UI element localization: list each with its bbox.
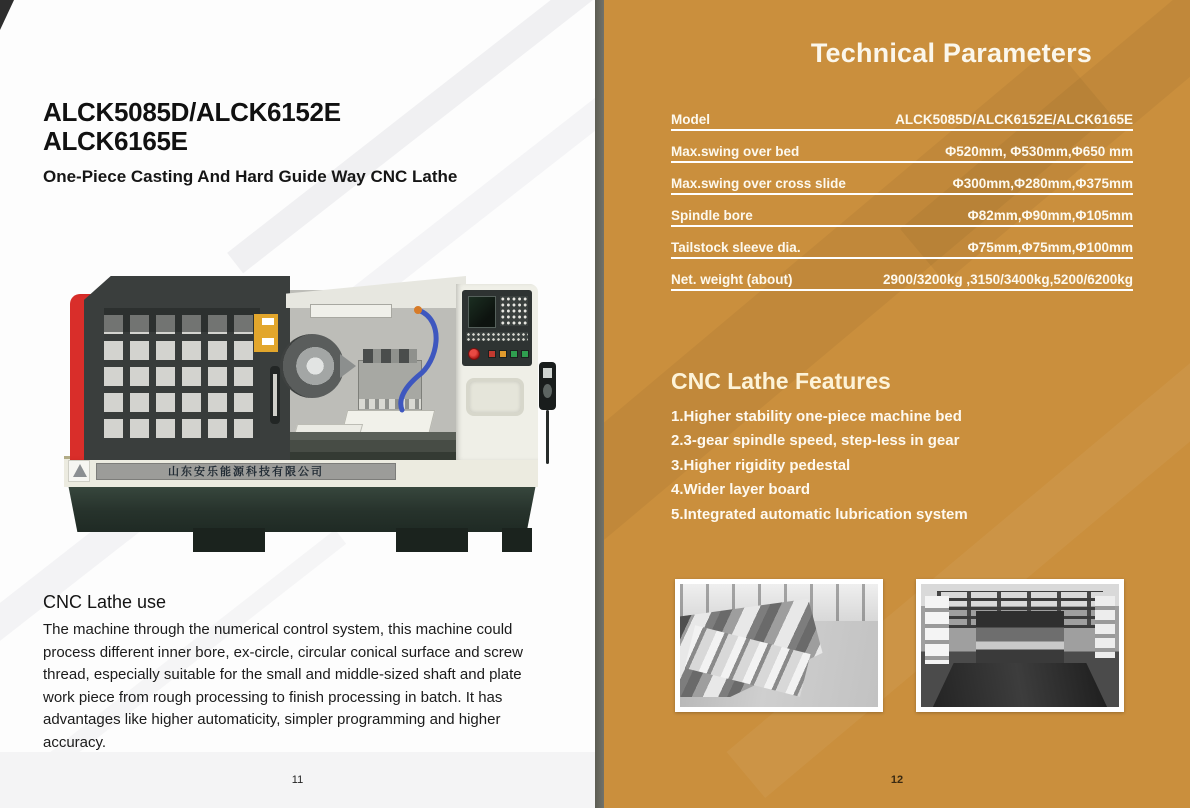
product-title-line2: ALCK6165E xyxy=(43,126,188,157)
spec-value: Φ75mm,Φ75mm,Φ100mm xyxy=(967,240,1133,255)
technical-parameters-title: Technical Parameters xyxy=(810,38,1092,68)
spec-value: 2900/3200kg ,3150/3400kg,5200/6200kg xyxy=(883,272,1133,287)
use-section xyxy=(43,592,543,754)
machine-foot xyxy=(502,528,532,552)
spec-label: Model xyxy=(671,112,710,127)
corner-triangle-decoration xyxy=(0,0,14,30)
cnc-keypad xyxy=(500,296,528,326)
machine-base xyxy=(68,484,536,532)
use-section-body: The machine through the numerical control system, this machine could process different inner bore, ex-circle, circular conical surface and screw thread, especially suitable for the small and middle-sized shaft and plate work piece from rough processing to finish processing in batch. It has advantages like higher automaticity, simpler programming and higher accuracy. xyxy=(43,621,523,751)
spec-value: ALCK5085D/ALCK6152E/ALCK6165E xyxy=(895,112,1133,127)
spec-value: Φ520mm, Φ530mm,Φ650 mm xyxy=(945,144,1133,159)
features-heading: CNC Lathe Features xyxy=(671,368,891,394)
product-subtitle: One-Piece Casting And Hard Guide Way CNC Lathe xyxy=(43,166,458,186)
coolant-hose xyxy=(376,304,456,416)
cnc-control-panel xyxy=(462,290,532,366)
cnc-screen xyxy=(468,296,496,328)
product-title xyxy=(43,98,563,157)
spec-row xyxy=(671,176,1133,195)
photo-floor xyxy=(933,663,1107,707)
machine-foot xyxy=(396,528,468,552)
cnc-softkey-row xyxy=(466,332,528,341)
brand-logo-icon xyxy=(68,460,90,482)
machine-nameplate: 山东安乐能源科技有限公司 xyxy=(96,463,396,480)
spec-table xyxy=(671,112,1133,304)
spec-value: Φ300mm,Φ280mm,Φ375mm xyxy=(952,176,1133,191)
chuck-center xyxy=(340,354,356,378)
spec-value: Φ82mm,Φ90mm,Φ105mm xyxy=(967,208,1133,223)
feature-item: 1.Higher stability one-piece machine bed xyxy=(671,408,962,425)
machine-window-grid xyxy=(104,308,260,438)
photo-window-right xyxy=(1095,596,1115,658)
photo-window-left xyxy=(925,596,949,664)
feature-item: 5.Integrated automatic lubrication system xyxy=(671,505,968,523)
feature-item: 2.3-gear spindle speed, step-less in gear xyxy=(671,432,960,450)
page-number-right: 12 xyxy=(890,774,904,786)
page-divider xyxy=(595,0,604,808)
spec-row xyxy=(671,208,1133,227)
cabinet-recess-panel xyxy=(466,378,524,416)
feature-item: 3.Higher rigidity pedestal xyxy=(671,456,851,474)
cnc-lathe-product-image xyxy=(58,270,558,558)
use-section-heading: CNC Lathe use xyxy=(43,592,167,612)
product-title-line1: ALCK5085D/ALCK6152E xyxy=(43,97,341,127)
handheld-pendant xyxy=(539,362,556,410)
features-section xyxy=(671,368,1151,527)
photo-gantry-machine xyxy=(976,611,1063,666)
product-header xyxy=(43,98,563,187)
factory-photo-workshop xyxy=(916,579,1124,712)
panel-button-red xyxy=(488,350,496,358)
door-handle xyxy=(270,366,280,424)
page-number-left: 11 xyxy=(291,774,304,786)
factory-photo-machine-beds xyxy=(675,579,883,712)
panel-button-green xyxy=(510,350,518,358)
machine-foot xyxy=(193,528,265,552)
spec-row xyxy=(671,112,1133,131)
spec-row xyxy=(671,272,1133,291)
logo-triangle-icon xyxy=(73,464,87,477)
spindle-chuck xyxy=(280,334,344,398)
machine-bed xyxy=(290,432,458,460)
spec-label: Tailstock sleeve dia. xyxy=(671,240,801,255)
panel-button-green xyxy=(521,350,529,358)
spec-row xyxy=(671,240,1133,259)
spec-label: Net. weight (about) xyxy=(671,272,793,287)
spec-row xyxy=(671,144,1133,163)
right-page xyxy=(604,0,1190,808)
factory-photos xyxy=(675,579,1135,712)
warning-sticker xyxy=(254,314,278,352)
panel-button-yellow xyxy=(499,350,507,358)
emergency-stop-button xyxy=(468,348,480,360)
pendant-cable xyxy=(546,410,549,464)
spec-label: Max.swing over bed xyxy=(671,144,800,159)
feature-item: 4.Wider layer board xyxy=(671,481,811,499)
spec-label: Max.swing over cross slide xyxy=(671,176,846,191)
spec-label: Spindle bore xyxy=(671,208,753,223)
